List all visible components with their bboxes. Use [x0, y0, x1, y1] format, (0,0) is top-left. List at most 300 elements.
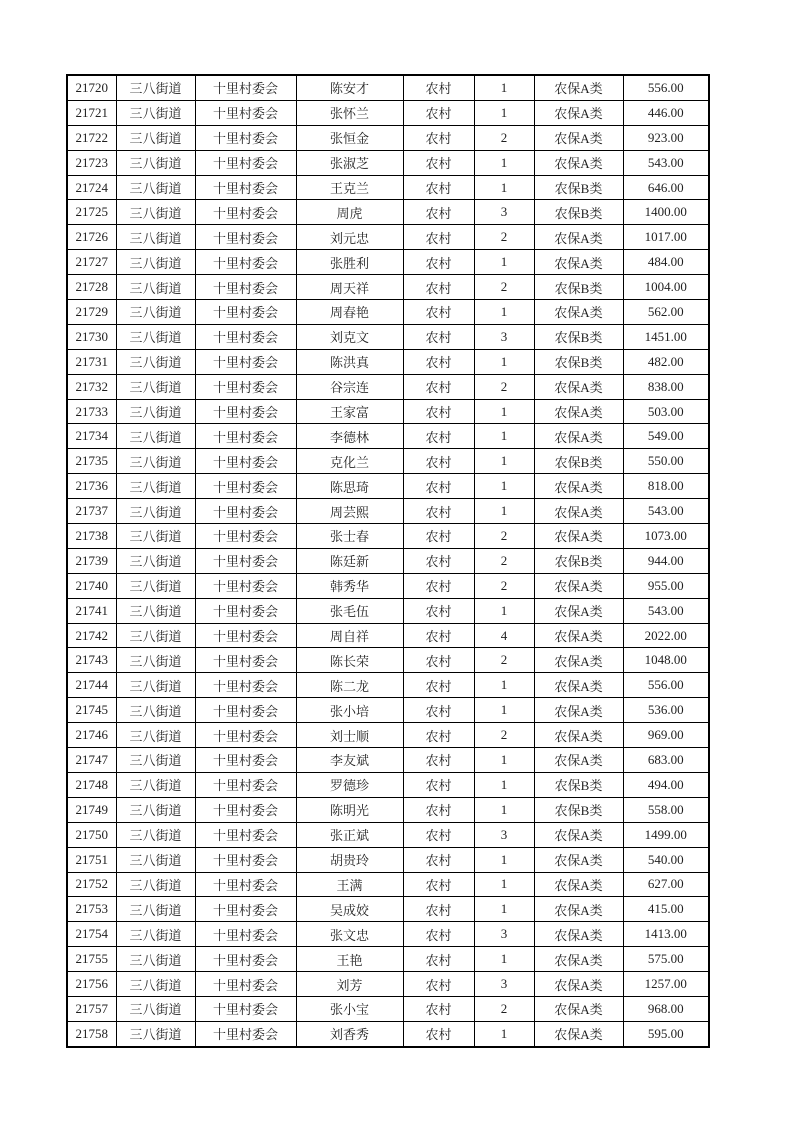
cell-serial-number: 21737	[67, 499, 116, 524]
cell-residence-type: 农村	[403, 648, 474, 673]
cell-amount: 1257.00	[623, 972, 709, 997]
cell-amount: 575.00	[623, 947, 709, 972]
cell-village-committee: 十里村委会	[195, 424, 296, 449]
table-row	[67, 524, 709, 549]
cell-amount: 543.00	[623, 499, 709, 524]
table-row	[67, 275, 709, 300]
cell-street: 三八街道	[116, 399, 195, 424]
cell-amount: 595.00	[623, 1021, 709, 1046]
cell-street: 三八街道	[116, 250, 195, 275]
cell-amount: 1499.00	[623, 822, 709, 847]
cell-serial-number: 21730	[67, 324, 116, 349]
cell-person-name: 张怀兰	[296, 100, 403, 125]
table-row	[67, 797, 709, 822]
cell-person-name: 王家富	[296, 399, 403, 424]
cell-insurance-category: 农保A类	[534, 922, 623, 947]
cell-person-name: 张小宝	[296, 996, 403, 1021]
cell-insurance-category: 农保B类	[534, 324, 623, 349]
cell-serial-number: 21728	[67, 275, 116, 300]
cell-insurance-category: 农保B类	[534, 275, 623, 300]
cell-person-name: 陈明光	[296, 797, 403, 822]
cell-amount: 955.00	[623, 573, 709, 598]
cell-residence-type: 农村	[403, 449, 474, 474]
cell-street: 三八街道	[116, 150, 195, 175]
table-row	[67, 972, 709, 997]
table-row	[67, 474, 709, 499]
cell-residence-type: 农村	[403, 524, 474, 549]
cell-insurance-category: 农保A类	[534, 150, 623, 175]
cell-person-name: 胡贵玲	[296, 847, 403, 872]
cell-amount: 556.00	[623, 673, 709, 698]
cell-insurance-category: 农保A类	[534, 573, 623, 598]
cell-insurance-category: 农保B类	[534, 349, 623, 374]
cell-person-name: 刘芳	[296, 972, 403, 997]
cell-amount: 838.00	[623, 374, 709, 399]
cell-serial-number: 21743	[67, 648, 116, 673]
cell-person-count: 1	[474, 399, 534, 424]
cell-person-count: 3	[474, 972, 534, 997]
cell-person-count: 1	[474, 847, 534, 872]
cell-person-name: 陈廷新	[296, 548, 403, 573]
cell-serial-number: 21756	[67, 972, 116, 997]
cell-village-committee: 十里村委会	[195, 75, 296, 100]
cell-person-name: 陈长荣	[296, 648, 403, 673]
cell-serial-number: 21742	[67, 623, 116, 648]
cell-person-count: 1	[474, 772, 534, 797]
cell-residence-type: 农村	[403, 100, 474, 125]
pension-roster-table	[66, 74, 710, 1048]
cell-residence-type: 农村	[403, 673, 474, 698]
cell-amount: 1017.00	[623, 225, 709, 250]
cell-village-committee: 十里村委会	[195, 548, 296, 573]
cell-person-name: 周虎	[296, 200, 403, 225]
cell-street: 三八街道	[116, 125, 195, 150]
cell-person-count: 1	[474, 797, 534, 822]
cell-residence-type: 农村	[403, 75, 474, 100]
cell-village-committee: 十里村委会	[195, 573, 296, 598]
cell-serial-number: 21757	[67, 996, 116, 1021]
cell-amount: 968.00	[623, 996, 709, 1021]
cell-street: 三八街道	[116, 349, 195, 374]
cell-person-count: 1	[474, 897, 534, 922]
cell-serial-number: 21754	[67, 922, 116, 947]
table-row	[67, 324, 709, 349]
cell-person-name: 周自祥	[296, 623, 403, 648]
cell-insurance-category: 农保A类	[534, 250, 623, 275]
cell-person-count: 1	[474, 1021, 534, 1046]
cell-insurance-category: 农保A类	[534, 623, 623, 648]
cell-residence-type: 农村	[403, 424, 474, 449]
cell-street: 三八街道	[116, 797, 195, 822]
cell-insurance-category: 农保A类	[534, 748, 623, 773]
table-row	[67, 175, 709, 200]
cell-amount: 683.00	[623, 748, 709, 773]
cell-person-count: 2	[474, 275, 534, 300]
cell-serial-number: 21739	[67, 548, 116, 573]
cell-village-committee: 十里村委会	[195, 175, 296, 200]
cell-village-committee: 十里村委会	[195, 922, 296, 947]
cell-village-committee: 十里村委会	[195, 673, 296, 698]
cell-amount: 2022.00	[623, 623, 709, 648]
cell-serial-number: 21758	[67, 1021, 116, 1046]
cell-person-count: 3	[474, 324, 534, 349]
cell-person-count: 1	[474, 449, 534, 474]
cell-street: 三八街道	[116, 623, 195, 648]
cell-residence-type: 农村	[403, 349, 474, 374]
cell-person-name: 张士春	[296, 524, 403, 549]
cell-person-count: 3	[474, 200, 534, 225]
cell-person-name: 韩秀华	[296, 573, 403, 598]
cell-amount: 484.00	[623, 250, 709, 275]
cell-serial-number: 21745	[67, 698, 116, 723]
cell-person-count: 1	[474, 349, 534, 374]
cell-person-name: 吴成姣	[296, 897, 403, 922]
table-row	[67, 499, 709, 524]
cell-residence-type: 农村	[403, 772, 474, 797]
table-row	[67, 772, 709, 797]
cell-serial-number: 21724	[67, 175, 116, 200]
cell-person-name: 陈洪真	[296, 349, 403, 374]
cell-insurance-category: 农保B类	[534, 449, 623, 474]
cell-insurance-category: 农保A类	[534, 100, 623, 125]
cell-amount: 562.00	[623, 300, 709, 325]
cell-street: 三八街道	[116, 499, 195, 524]
cell-insurance-category: 农保A类	[534, 996, 623, 1021]
cell-serial-number: 21727	[67, 250, 116, 275]
cell-insurance-category: 农保A类	[534, 474, 623, 499]
cell-residence-type: 农村	[403, 623, 474, 648]
cell-village-committee: 十里村委会	[195, 374, 296, 399]
cell-residence-type: 农村	[403, 996, 474, 1021]
cell-serial-number: 21723	[67, 150, 116, 175]
cell-person-count: 2	[474, 125, 534, 150]
table-row	[67, 822, 709, 847]
table-row	[67, 897, 709, 922]
cell-insurance-category: 农保A类	[534, 598, 623, 623]
cell-insurance-category: 农保A类	[534, 698, 623, 723]
cell-serial-number: 21746	[67, 723, 116, 748]
cell-village-committee: 十里村委会	[195, 847, 296, 872]
cell-serial-number: 21725	[67, 200, 116, 225]
cell-street: 三八街道	[116, 723, 195, 748]
cell-village-committee: 十里村委会	[195, 822, 296, 847]
cell-residence-type: 农村	[403, 972, 474, 997]
cell-village-committee: 十里村委会	[195, 250, 296, 275]
cell-insurance-category: 农保B类	[534, 772, 623, 797]
cell-person-count: 3	[474, 922, 534, 947]
cell-village-committee: 十里村委会	[195, 449, 296, 474]
cell-village-committee: 十里村委会	[195, 474, 296, 499]
cell-residence-type: 农村	[403, 200, 474, 225]
cell-street: 三八街道	[116, 275, 195, 300]
cell-person-name: 陈二龙	[296, 673, 403, 698]
table-row	[67, 947, 709, 972]
cell-street: 三八街道	[116, 225, 195, 250]
cell-village-committee: 十里村委会	[195, 996, 296, 1021]
cell-person-count: 1	[474, 598, 534, 623]
cell-street: 三八街道	[116, 673, 195, 698]
cell-serial-number: 21747	[67, 748, 116, 773]
cell-serial-number: 21721	[67, 100, 116, 125]
cell-person-name: 张淑芝	[296, 150, 403, 175]
cell-residence-type: 农村	[403, 598, 474, 623]
cell-residence-type: 农村	[403, 275, 474, 300]
cell-amount: 543.00	[623, 598, 709, 623]
cell-person-count: 1	[474, 100, 534, 125]
table-row	[67, 150, 709, 175]
cell-street: 三八街道	[116, 772, 195, 797]
cell-person-name: 刘元忠	[296, 225, 403, 250]
cell-insurance-category: 农保B类	[534, 200, 623, 225]
cell-amount: 494.00	[623, 772, 709, 797]
cell-insurance-category: 农保A类	[534, 1021, 623, 1046]
cell-village-committee: 十里村委会	[195, 225, 296, 250]
cell-amount: 540.00	[623, 847, 709, 872]
cell-person-count: 2	[474, 548, 534, 573]
cell-residence-type: 农村	[403, 698, 474, 723]
cell-village-committee: 十里村委会	[195, 324, 296, 349]
cell-amount: 1413.00	[623, 922, 709, 947]
table-row	[67, 996, 709, 1021]
cell-street: 三八街道	[116, 872, 195, 897]
cell-insurance-category: 农保A类	[534, 648, 623, 673]
cell-residence-type: 农村	[403, 374, 474, 399]
cell-insurance-category: 农保A类	[534, 125, 623, 150]
table-row	[67, 349, 709, 374]
cell-street: 三八街道	[116, 324, 195, 349]
cell-village-committee: 十里村委会	[195, 150, 296, 175]
cell-amount: 536.00	[623, 698, 709, 723]
table-row	[67, 723, 709, 748]
cell-person-name: 谷宗连	[296, 374, 403, 399]
table-row	[67, 75, 709, 100]
cell-village-committee: 十里村委会	[195, 1021, 296, 1046]
table-row	[67, 922, 709, 947]
cell-insurance-category: 农保A类	[534, 947, 623, 972]
cell-serial-number: 21732	[67, 374, 116, 399]
cell-person-name: 刘克文	[296, 324, 403, 349]
table-row	[67, 374, 709, 399]
cell-serial-number: 21750	[67, 822, 116, 847]
cell-village-committee: 十里村委会	[195, 300, 296, 325]
cell-village-committee: 十里村委会	[195, 349, 296, 374]
cell-village-committee: 十里村委会	[195, 623, 296, 648]
cell-street: 三八街道	[116, 300, 195, 325]
cell-insurance-category: 农保A类	[534, 374, 623, 399]
cell-amount: 503.00	[623, 399, 709, 424]
table-row	[67, 399, 709, 424]
cell-amount: 550.00	[623, 449, 709, 474]
cell-insurance-category: 农保A类	[534, 225, 623, 250]
cell-serial-number: 21734	[67, 424, 116, 449]
cell-street: 三八街道	[116, 972, 195, 997]
table-row	[67, 1021, 709, 1046]
cell-person-name: 罗德珍	[296, 772, 403, 797]
cell-residence-type: 农村	[403, 897, 474, 922]
table-row	[67, 200, 709, 225]
cell-insurance-category: 农保A类	[534, 75, 623, 100]
cell-village-committee: 十里村委会	[195, 772, 296, 797]
cell-serial-number: 21749	[67, 797, 116, 822]
cell-insurance-category: 农保A类	[534, 847, 623, 872]
cell-person-name: 李友斌	[296, 748, 403, 773]
cell-residence-type: 农村	[403, 822, 474, 847]
cell-street: 三八街道	[116, 922, 195, 947]
cell-village-committee: 十里村委会	[195, 125, 296, 150]
cell-insurance-category: 农保A类	[534, 499, 623, 524]
table-row	[67, 698, 709, 723]
table-row	[67, 598, 709, 623]
cell-residence-type: 农村	[403, 748, 474, 773]
cell-residence-type: 农村	[403, 225, 474, 250]
cell-serial-number: 21753	[67, 897, 116, 922]
cell-person-count: 2	[474, 374, 534, 399]
cell-person-name: 王满	[296, 872, 403, 897]
cell-village-committee: 十里村委会	[195, 499, 296, 524]
cell-amount: 1400.00	[623, 200, 709, 225]
cell-serial-number: 21755	[67, 947, 116, 972]
cell-serial-number: 21722	[67, 125, 116, 150]
cell-residence-type: 农村	[403, 250, 474, 275]
cell-amount: 969.00	[623, 723, 709, 748]
cell-person-name: 张胜利	[296, 250, 403, 275]
cell-street: 三八街道	[116, 449, 195, 474]
cell-amount: 923.00	[623, 125, 709, 150]
cell-serial-number: 21726	[67, 225, 116, 250]
cell-serial-number: 21720	[67, 75, 116, 100]
cell-village-committee: 十里村委会	[195, 897, 296, 922]
cell-amount: 556.00	[623, 75, 709, 100]
cell-person-count: 2	[474, 648, 534, 673]
cell-residence-type: 农村	[403, 573, 474, 598]
cell-serial-number: 21735	[67, 449, 116, 474]
cell-amount: 1048.00	[623, 648, 709, 673]
cell-amount: 415.00	[623, 897, 709, 922]
cell-amount: 543.00	[623, 150, 709, 175]
cell-street: 三八街道	[116, 524, 195, 549]
cell-insurance-category: 农保A类	[534, 897, 623, 922]
cell-street: 三八街道	[116, 474, 195, 499]
cell-street: 三八街道	[116, 598, 195, 623]
cell-insurance-category: 农保A类	[534, 424, 623, 449]
cell-person-name: 周春艳	[296, 300, 403, 325]
cell-amount: 549.00	[623, 424, 709, 449]
cell-street: 三八街道	[116, 424, 195, 449]
cell-insurance-category: 农保B类	[534, 797, 623, 822]
cell-person-count: 2	[474, 723, 534, 748]
cell-street: 三八街道	[116, 698, 195, 723]
cell-amount: 627.00	[623, 872, 709, 897]
cell-village-committee: 十里村委会	[195, 797, 296, 822]
cell-street: 三八街道	[116, 648, 195, 673]
cell-amount: 944.00	[623, 548, 709, 573]
cell-serial-number: 21741	[67, 598, 116, 623]
cell-village-committee: 十里村委会	[195, 648, 296, 673]
cell-person-count: 1	[474, 175, 534, 200]
cell-street: 三八街道	[116, 748, 195, 773]
table-row	[67, 125, 709, 150]
cell-village-committee: 十里村委会	[195, 524, 296, 549]
cell-person-name: 李德林	[296, 424, 403, 449]
cell-person-name: 张恒金	[296, 125, 403, 150]
cell-insurance-category: 农保A类	[534, 673, 623, 698]
table-row	[67, 300, 709, 325]
cell-serial-number: 21733	[67, 399, 116, 424]
cell-insurance-category: 农保B类	[534, 175, 623, 200]
cell-amount: 646.00	[623, 175, 709, 200]
cell-person-name: 王克兰	[296, 175, 403, 200]
cell-serial-number: 21748	[67, 772, 116, 797]
cell-insurance-category: 农保A类	[534, 300, 623, 325]
cell-person-name: 张小培	[296, 698, 403, 723]
table-row	[67, 424, 709, 449]
cell-amount: 818.00	[623, 474, 709, 499]
cell-person-count: 1	[474, 872, 534, 897]
cell-serial-number: 21729	[67, 300, 116, 325]
cell-person-name: 刘士顺	[296, 723, 403, 748]
cell-residence-type: 农村	[403, 474, 474, 499]
cell-serial-number: 21740	[67, 573, 116, 598]
table-row	[67, 250, 709, 275]
cell-street: 三八街道	[116, 175, 195, 200]
cell-person-count: 1	[474, 748, 534, 773]
cell-residence-type: 农村	[403, 175, 474, 200]
cell-person-count: 1	[474, 673, 534, 698]
cell-person-count: 2	[474, 996, 534, 1021]
table-row	[67, 100, 709, 125]
cell-amount: 558.00	[623, 797, 709, 822]
cell-residence-type: 农村	[403, 399, 474, 424]
cell-insurance-category: 农保A类	[534, 399, 623, 424]
cell-serial-number: 21736	[67, 474, 116, 499]
cell-insurance-category: 农保A类	[534, 723, 623, 748]
cell-residence-type: 农村	[403, 548, 474, 573]
cell-person-name: 王艳	[296, 947, 403, 972]
cell-residence-type: 农村	[403, 947, 474, 972]
cell-person-count: 1	[474, 300, 534, 325]
cell-amount: 1073.00	[623, 524, 709, 549]
cell-village-committee: 十里村委会	[195, 872, 296, 897]
cell-amount: 1451.00	[623, 324, 709, 349]
cell-insurance-category: 农保A类	[534, 972, 623, 997]
table-row	[67, 748, 709, 773]
cell-person-count: 2	[474, 524, 534, 549]
cell-insurance-category: 农保A类	[534, 872, 623, 897]
cell-person-name: 陈安才	[296, 75, 403, 100]
cell-insurance-category: 农保B类	[534, 548, 623, 573]
cell-person-name: 陈思琦	[296, 474, 403, 499]
cell-residence-type: 农村	[403, 847, 474, 872]
table-row	[67, 449, 709, 474]
cell-serial-number: 21751	[67, 847, 116, 872]
cell-village-committee: 十里村委会	[195, 275, 296, 300]
cell-street: 三八街道	[116, 996, 195, 1021]
cell-residence-type: 农村	[403, 300, 474, 325]
cell-insurance-category: 农保A类	[534, 822, 623, 847]
cell-street: 三八街道	[116, 897, 195, 922]
cell-village-committee: 十里村委会	[195, 100, 296, 125]
cell-residence-type: 农村	[403, 1021, 474, 1046]
cell-street: 三八街道	[116, 573, 195, 598]
table-row	[67, 548, 709, 573]
cell-person-count: 1	[474, 424, 534, 449]
table-row	[67, 673, 709, 698]
cell-person-name: 周天祥	[296, 275, 403, 300]
cell-person-count: 1	[474, 150, 534, 175]
cell-person-count: 1	[474, 250, 534, 275]
cell-person-count: 2	[474, 225, 534, 250]
cell-serial-number: 21731	[67, 349, 116, 374]
